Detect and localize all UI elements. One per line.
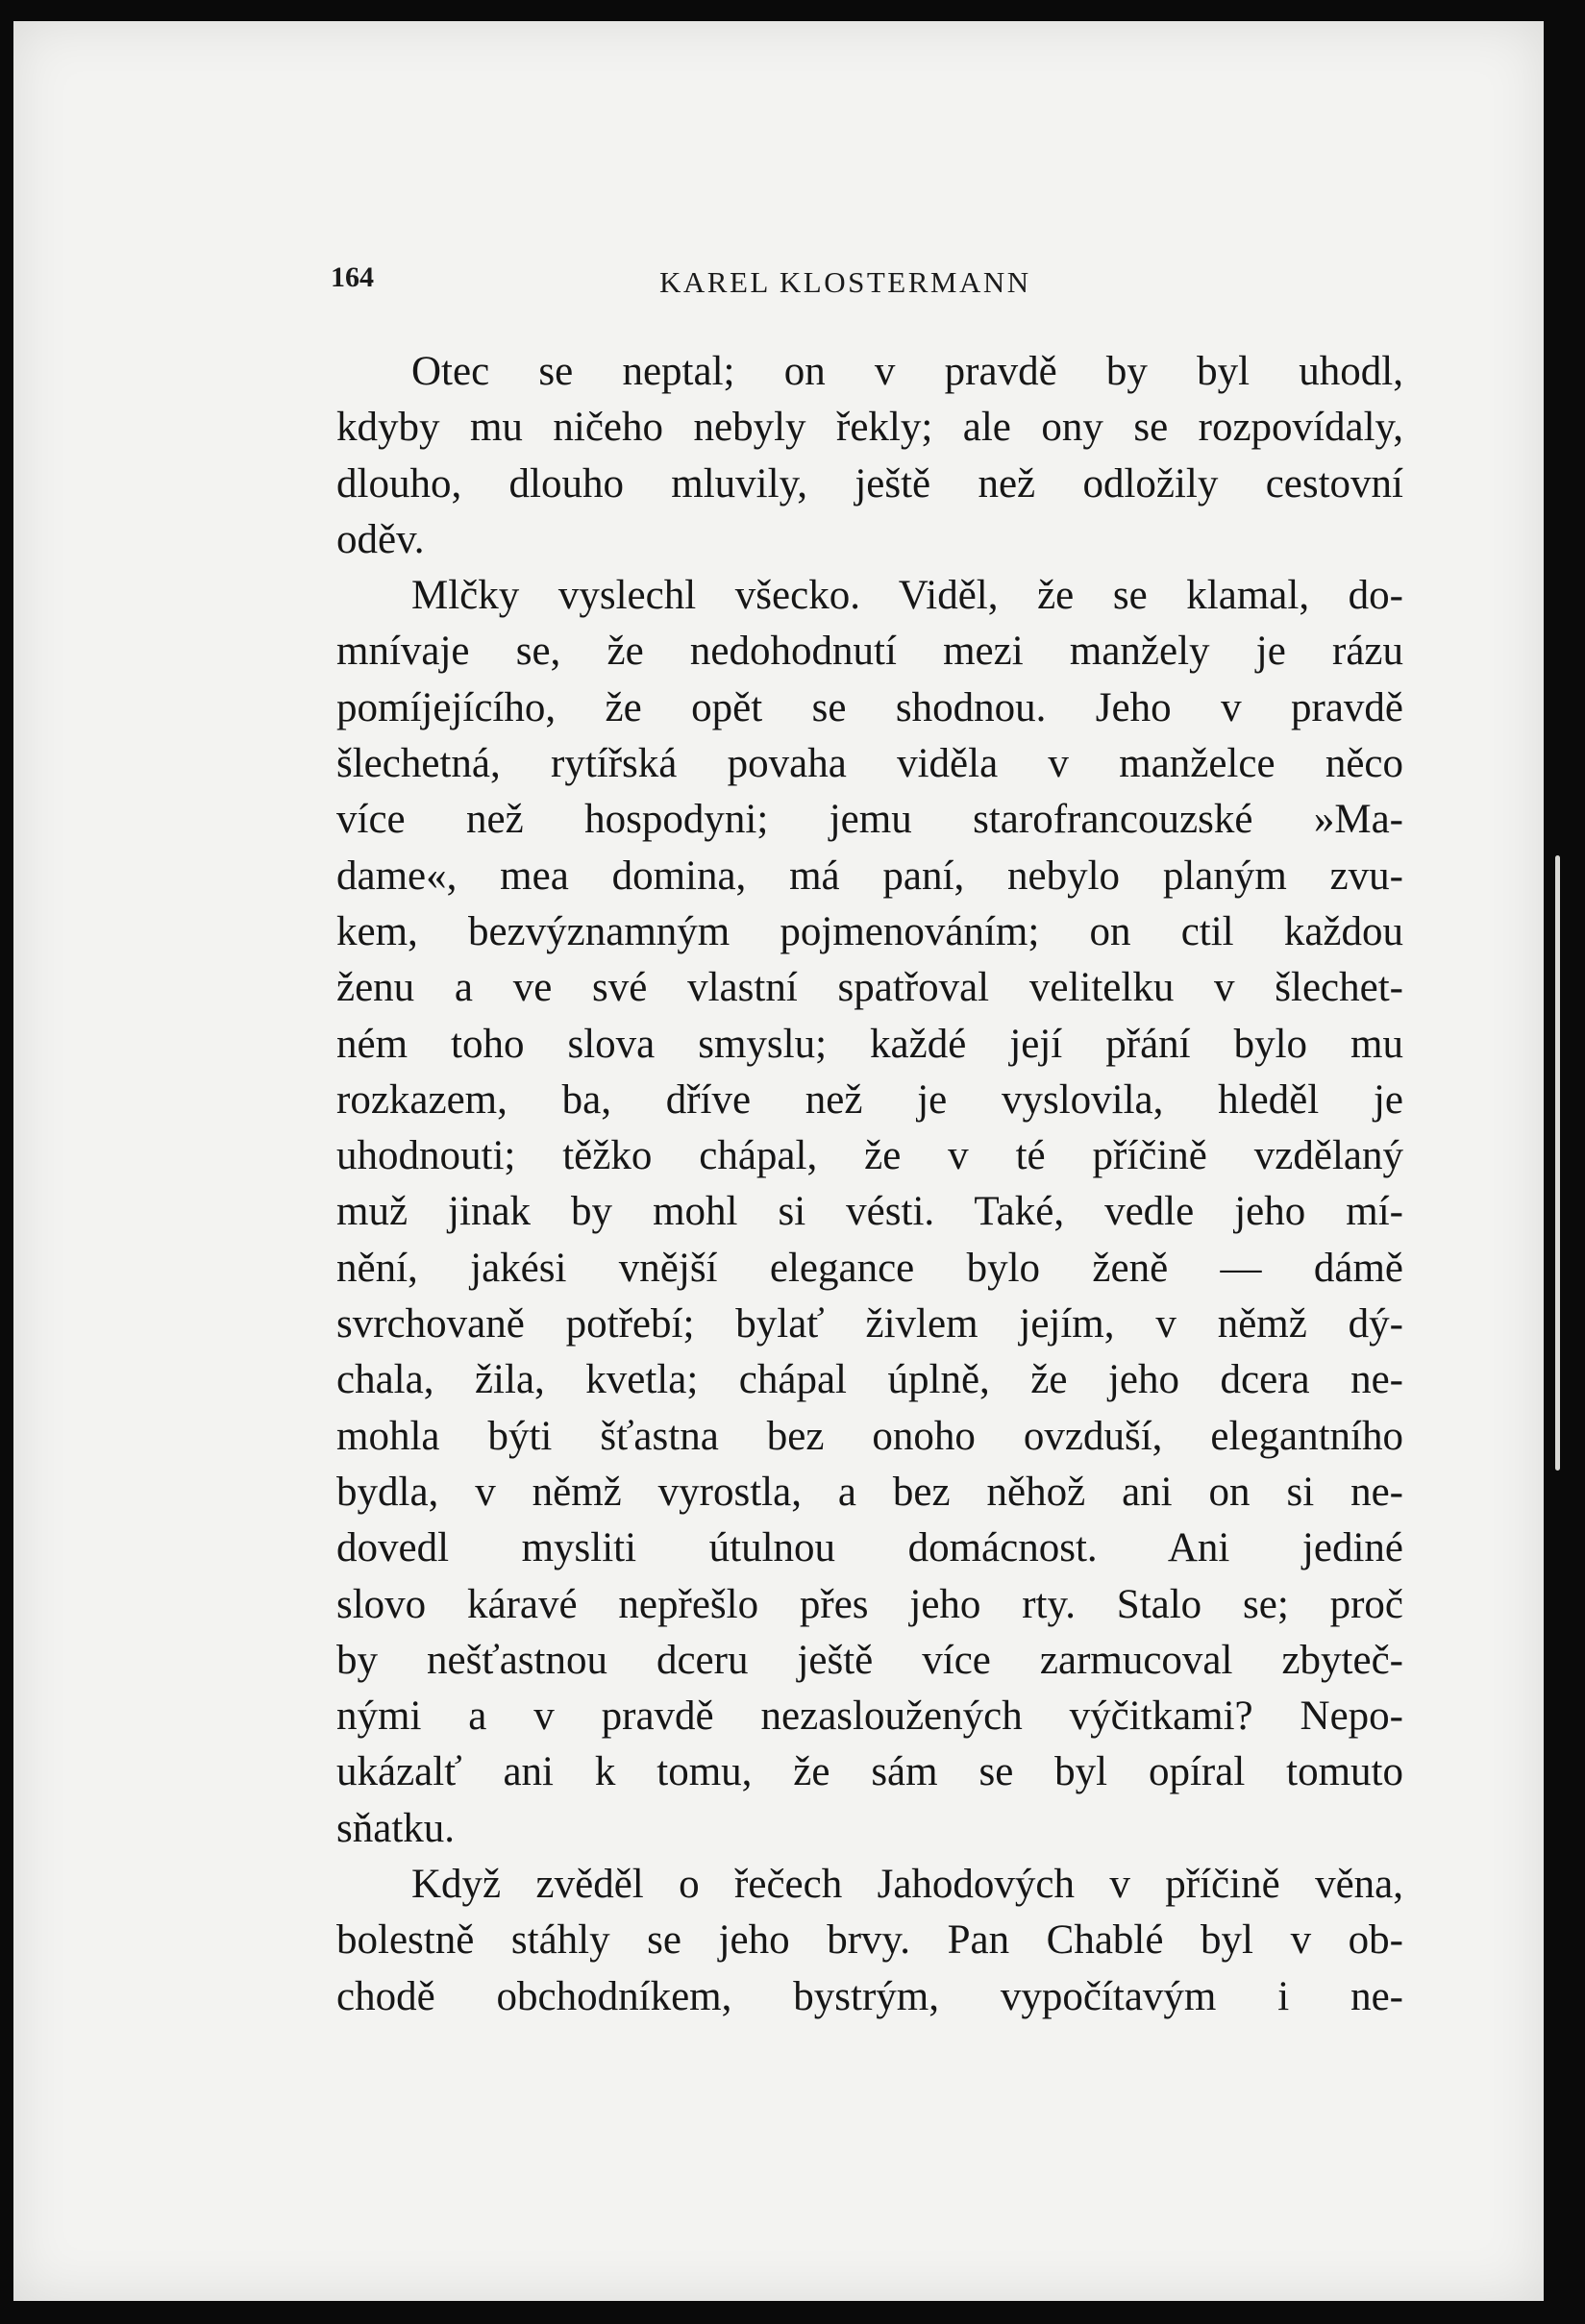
text-line: chodě obchodníkem, bystrým, vypočítavým i ne-: [336, 1973, 1403, 2019]
text-line: šlechetná, rytířská povaha viděla v manželce něco: [336, 741, 1403, 787]
text-line: Otec se neptal; on v pravdě by byl uhodl,: [411, 349, 1403, 394]
text-line: sňatku.: [336, 1805, 456, 1851]
text-line: pomíjejícího, že opět se shodnou. Jeho v pravdě: [336, 684, 1403, 730]
text-line: ženu a ve své vlastní spatřoval velitelku v šlechet-: [336, 965, 1403, 1011]
running-title: KAREL KLOSTERMANN: [659, 265, 1031, 299]
text-line: mohla býti šťastna bez onoho ovzduší, elegantního: [336, 1413, 1403, 1459]
running-head: [13, 261, 1544, 300]
text-line: více než hospodyni; jemu starofrancouzské »Ma-: [336, 797, 1403, 843]
book-page: [13, 21, 1544, 2301]
text-line: uhodnouti; těžko chápal, že v té příčině vzdělaný: [336, 1133, 1403, 1179]
text-line: kem, bezvýznamným pojmenováním; on ctil každou: [336, 908, 1403, 954]
text-line: ném toho slova smyslu; každé její přání bylo mu: [336, 1021, 1403, 1067]
text-line: by nešťastnou dceru ještě více zarmucoval zbyteč-: [336, 1637, 1403, 1683]
text-line: kdyby mu ničeho nebyly řekly; ale ony se rozpovídaly,: [336, 405, 1403, 451]
page-edge-highlight: [1555, 855, 1560, 1471]
text-line: dovedl mysliti útulnou domácnost. Ani jediné: [336, 1525, 1403, 1571]
text-line: ukázalť ani k tomu, že sám se byl opíral tomuto: [336, 1749, 1403, 1795]
text-line: oděv.: [336, 516, 425, 562]
text-line: rozkazem, ba, dříve než je vyslovila, hleděl je: [336, 1076, 1403, 1123]
text-line: Mlčky vyslechl všecko. Viděl, že se klamal, do-: [411, 573, 1403, 619]
text-line: nými a v pravdě nezasloužených výčitkami? Nepo-: [336, 1694, 1403, 1740]
text-line: nění, jakési vnější elegance bylo ženě — dámě: [336, 1245, 1403, 1291]
text-line: bydla, v němž vyrostla, a bez něhož ani on si ne-: [336, 1469, 1403, 1515]
text-line: svrchovaně potřebí; bylať živlem jejím, v němž dý-: [336, 1301, 1403, 1347]
body-text: [336, 344, 1403, 2025]
text-line: bolestně stáhly se jeho brvy. Pan Chablé byl v ob-: [336, 1917, 1403, 1964]
text-line: mnívaje se, že nedohodnutí mezi manžely je rázu: [336, 629, 1403, 675]
text-line: Když zvěděl o řečech Jahodových v příčině věna,: [411, 1862, 1403, 1908]
page-number: 164: [331, 261, 374, 293]
text-line: dame«, mea domina, má paní, nebylo planým zvu-: [336, 853, 1403, 899]
text-line: slovo káravé nepřešlo přes jeho rty. Stalo se; proč: [336, 1581, 1403, 1627]
text-line: dlouho, dlouho mluvily, ještě než odložily cestovní: [336, 460, 1403, 507]
text-line: chala, žila, kvetla; chápal úplně, že jeho dcera ne-: [336, 1357, 1403, 1403]
text-line: muž jinak by mohl si vésti. Také, vedle jeho mí-: [336, 1189, 1403, 1235]
